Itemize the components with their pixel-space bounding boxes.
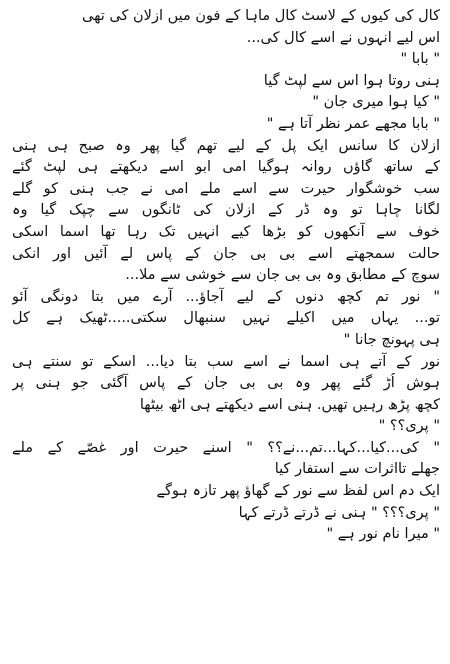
text-line: " پری؟؟ " — [378, 418, 440, 435]
text-line: ہوش اُڑ گئے پھر وہ بی بی جان کے پاس آگئی جو ہنی پر — [12, 375, 440, 392]
text-line: اس لیے انہوں نے اسے کال کی... — [246, 29, 440, 46]
text-line: جھلے تااثرات سے استفار کیا — [274, 461, 440, 478]
text-line: " نور تم کچھ دنوں کے لیے آجاؤ... آرے میں بتا دونگی آئو — [12, 288, 440, 305]
text-line: ہنی روتا ہوا اس سے لپٹ گیا — [263, 72, 440, 89]
text-line: نور کے آتے ہی اسما نے اسے سب بتا دیا... اسکے تو سنتے ہی — [12, 353, 440, 370]
text-line: " کی...کیا...کہا...تم...نے؟؟ " اسنے حیرت اور غصّے کے ملے — [12, 439, 440, 456]
text-line: " میرا نام نور ہے " — [326, 526, 440, 543]
text-line: کال کی کیوں کے لاسٹ کال ماہا کے فون میں ازلان کی تھی — [82, 8, 440, 24]
text-line: ایک دم اس لفظ سے نور کے گھاؤ پھر تازہ ہوگے — [156, 483, 440, 500]
text-line: سوچ کے مطابق وہ بی بی جان سے خوشی سے ملا... — [125, 267, 440, 284]
text-line: سب خوشگوار حیرت سے اسے ملے امی نے جب ہنی کو گلے — [12, 180, 440, 197]
text-line: ازلان کا سانس ایک پل کے لیے تھم گیا پھر وہ صبح ہی ہنی — [12, 137, 440, 154]
text-line: خوف سے آنکھوں کو بڑھا کیے انہیں تک رہا تھا اسما اسکی — [12, 223, 440, 240]
text-line: " بابا " — [400, 51, 440, 68]
text-line: تو... یہاں میں اکیلے نہیں سنبھال سکتی.....ٹھیک ہے کل — [12, 310, 440, 327]
text-line: لگانا چاہا تو وہ ڈر کے ازلان کی ٹانگوں سے چپک گیا وہ — [12, 202, 440, 219]
text-line: " پری؟؟؟ " ہنی نے ڈرتے ڈرتے کہا — [238, 504, 440, 521]
text-line: کچھ پڑھ رہیں تھیں. ہنی اسے دیکھتے ہی اٹھ بیٹھا — [139, 396, 440, 413]
text-line: " بابا مجھے عمر نظر آتا ہے " — [266, 115, 440, 132]
urdu-text-body — [12, 6, 440, 546]
text-line: " کیا ہوا میری جان " — [312, 94, 440, 111]
text-line: حالت سمجھتے اسے بی بی جان کے پاس لے آئیں اور انکی — [12, 245, 440, 262]
text-line: ہی پہونچ جانا " — [343, 331, 440, 348]
text-line: کے ساتھ گاؤں روانہ ہوگیا امی ابو اسے دیکھتے ہی لپٹ گئے — [12, 159, 440, 176]
